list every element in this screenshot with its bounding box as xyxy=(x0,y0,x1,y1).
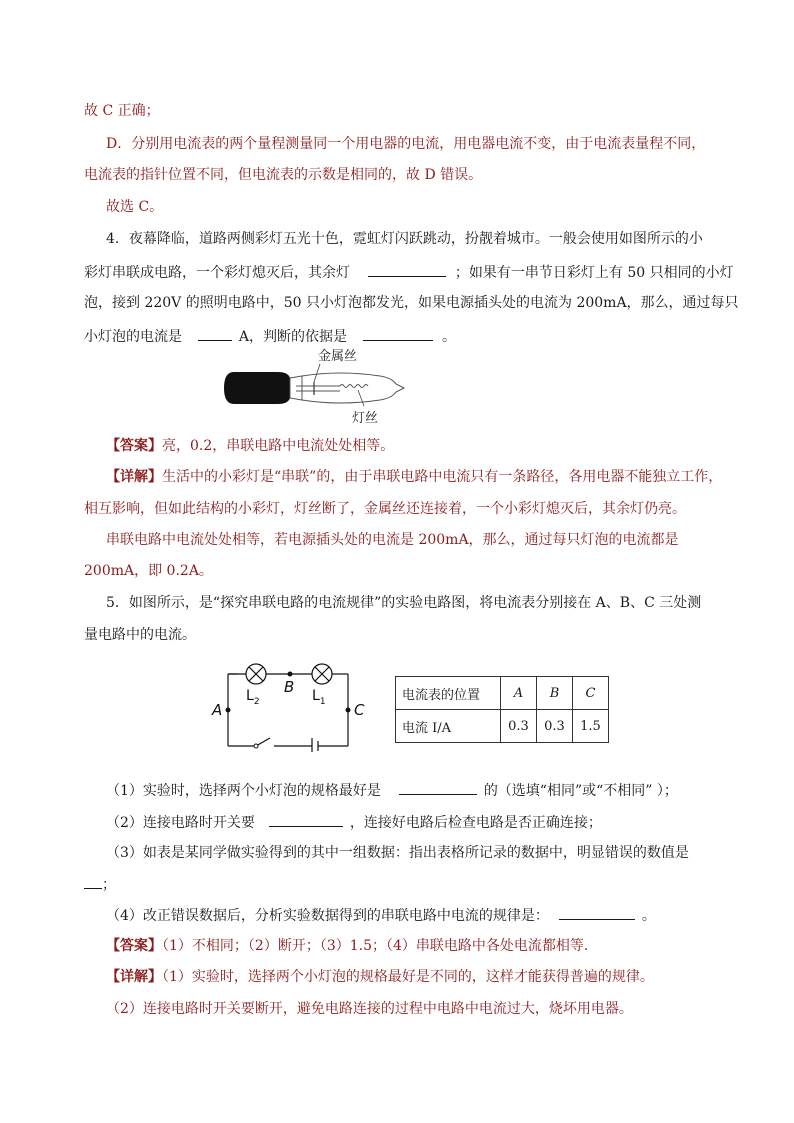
text-segment: 彩灯串联成电路，一个彩灯熄灭后，其余灯 xyxy=(84,265,350,281)
table-header-cell: A xyxy=(501,677,537,710)
detail-4-text: 串联电路中电流处处相等，若电源插头处的电流是 200mA，那么，通过每只灯泡的电流都是 xyxy=(106,532,679,548)
answer-blank xyxy=(269,812,343,827)
table-cell: 0.3 xyxy=(537,710,573,743)
label-C: C xyxy=(354,701,365,719)
table-row-label: 电流 I/A xyxy=(396,710,501,743)
filament-label: 灯丝 xyxy=(352,411,379,426)
answer-blank xyxy=(363,326,433,341)
question-5-part-2 xyxy=(106,812,602,832)
detail-text: （1）实验时，选择两个小灯泡的规格最好是不同的，这样才能获得普遍的规律。 xyxy=(162,969,654,985)
detail-4-text: 200mA，即 0.2A。 xyxy=(84,563,213,579)
detail-label: 【详解】 xyxy=(106,969,162,985)
answer-blank xyxy=(368,262,446,277)
text-line: D．分别用电流表的两个量程测量同一个用电器的电流，用电器电流不变，由于电流表量程不同， xyxy=(106,136,706,152)
bulb-figure xyxy=(220,346,410,428)
bulb-glass xyxy=(302,373,404,403)
node-A xyxy=(226,708,231,713)
table-header-cell: 电流表的位置 xyxy=(396,677,501,710)
question-4-text: 4．夜幕降临，道路两侧彩灯五光十色，霓虹灯闪跃跳动，扮靓着城市。一般会使用如图所示的小 xyxy=(106,231,703,247)
answer-text: 亮，0.2，串联电路中电流处处相等。 xyxy=(162,438,395,454)
answer-label: 【答案】 xyxy=(106,438,162,454)
answer-blank xyxy=(399,780,477,795)
node-C xyxy=(346,708,351,713)
question-4-text xyxy=(84,262,734,282)
detail-4-text: 相互影响，但如此结构的小彩灯，灯丝断了，金属丝还连接着，一个小彩灯熄灭后，其余灯仍亮。 xyxy=(84,501,686,517)
lamp-L1 xyxy=(312,664,332,684)
answer-5 xyxy=(106,937,588,955)
label-L2: $L_2$ xyxy=(246,688,260,707)
text-line: 故选 C。 xyxy=(106,199,164,215)
text-segment: 小灯泡的电流是 xyxy=(84,329,182,345)
text-segment: （1）实验时，选择两个小灯泡的规格最好是 xyxy=(106,783,381,799)
label-B: B xyxy=(284,678,295,696)
question-5-text: 量电路中的电流。 xyxy=(84,627,196,643)
table-header-cell: C xyxy=(573,677,609,710)
answer-blank xyxy=(559,905,635,920)
metal-wire-label: 金属丝 xyxy=(318,349,358,364)
text-line: 故 C 正确； xyxy=(84,103,160,119)
question-5-part-3: （3）如表是某同学做实验得到的其中一组数据：指出表格所记录的数据中，明显错误的数值是 xyxy=(106,845,689,861)
node-B xyxy=(288,672,293,677)
text-segment: 的（选填“相同”或“不相同” ）； xyxy=(483,783,678,799)
text-segment: 。 xyxy=(641,908,656,924)
answer-label: 【答案】 xyxy=(106,938,162,954)
question-5-text: 5．如图所示，是“探究串联电路的电流规律”的实验电路图，将电流表分别接在 A、B、C 三处测 xyxy=(106,595,702,611)
detail-4 xyxy=(106,468,722,486)
data-table xyxy=(395,676,609,743)
switch-pivot xyxy=(254,744,258,748)
label-A: A xyxy=(212,701,223,719)
bulb-base xyxy=(224,372,290,404)
table-row xyxy=(396,677,609,710)
table-cell: 0.3 xyxy=(501,710,537,743)
lamp-L2 xyxy=(246,664,266,684)
text-segment: ； xyxy=(102,877,116,893)
text-segment: （4）改正错误数据后，分析实验数据得到的串联电路中电流的规律是： xyxy=(106,908,549,924)
text-segment: ，连接好电路后检查电路是否正确连接； xyxy=(349,815,602,831)
text-segment: ；如果有一串节日彩灯上有 50 只相同的小灯 xyxy=(454,265,734,281)
label-L1: $L_1$ xyxy=(312,688,326,707)
table-row xyxy=(396,710,609,743)
detail-label: 【详解】 xyxy=(106,469,162,485)
circuit-diagram xyxy=(208,656,368,752)
table-header-cell: B xyxy=(537,677,573,710)
question-4-text: 泡，接到 220V 的照明电路中，50 只小灯泡都发光，如果电源插头处的电流为 200mA，那么，通过每只 xyxy=(84,295,739,311)
answer-text: （1）不相同；（2）断开；（3）1.5；（4）串联电路中各处电流都相等. xyxy=(162,938,589,954)
question-5-part-3 xyxy=(84,874,116,894)
detail-5 xyxy=(106,968,654,986)
answer-blank xyxy=(198,326,232,341)
answer-4 xyxy=(106,437,394,455)
question-5-part-1 xyxy=(106,780,678,800)
bulb-neck xyxy=(290,376,302,400)
question-5-part-4 xyxy=(106,905,656,925)
answer-blank xyxy=(84,874,102,889)
table-cell: 1.5 xyxy=(573,710,609,743)
detail-text: 生活中的小彩灯是“串联”的，由于串联电路中电流只有一条路径，各用电器不能独立工作， xyxy=(162,469,723,485)
detail-5-text: （2）连接电路时开关要断开，避免电路连接的过程中电路中电流过大，烧坏用电器。 xyxy=(106,1001,633,1017)
text-line: 电流表的指针位置不同，但电流表的示数是相同的，故 D 错误。 xyxy=(84,167,483,183)
text-segment: （2）连接电路时开关要 xyxy=(106,815,255,831)
text-segment: 。 xyxy=(441,329,456,345)
question-4-text xyxy=(84,326,456,346)
text-segment: A，判断的依据是 xyxy=(238,329,348,345)
